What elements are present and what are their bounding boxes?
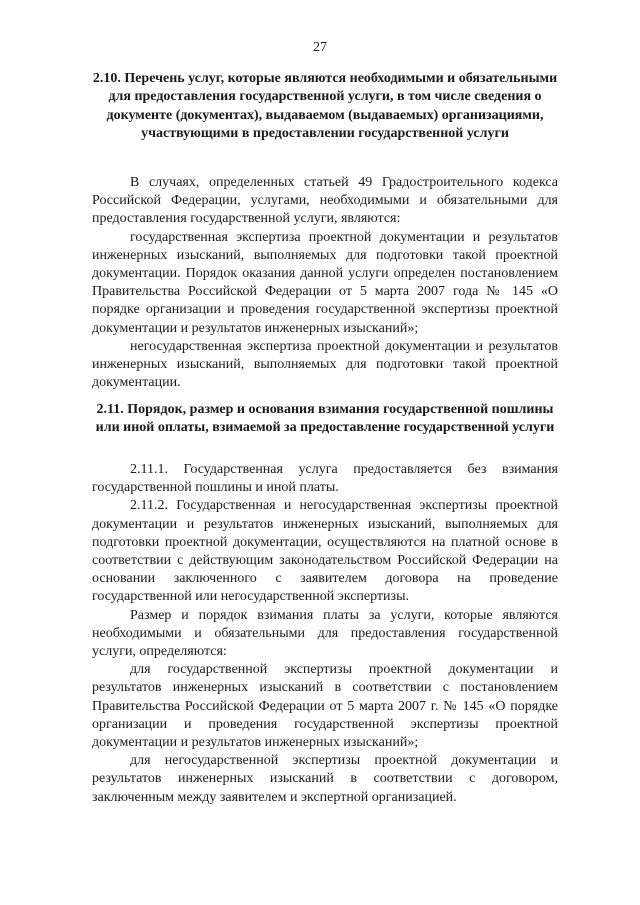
- paragraph: Размер и порядок взимания платы за услуги, которые являются необходимыми и обязательными для предоставления государственной услуги, определяются:: [92, 607, 558, 660]
- section-2-10-heading: 2.10. Перечень услуг, которые являются необходимыми и обязательными для предоставления государственной услуги, в том числе сведения о документе (документах), выдаваемом (выдаваемых) организациями, участвующими в предоставлении государственной услуги: [92, 71, 558, 141]
- section-2-10-body: [92, 174, 558, 392]
- paragraph: государственная экспертиза проектной документации и результатов инженерных изысканий, выполняемых для подготовки такой проектной документации. Порядок оказания данной услуги определен постановлением Правительства Российской Федерации от 5 марта 2007 года № 145 «О порядке организации и проведения государственной экспертизы проектной документации и результатов инженерных изысканий»;: [92, 229, 558, 336]
- section-2-11-body: [92, 461, 558, 807]
- paragraph: для негосударственной экспертизы проектной документации и результатов инженерных изысканий в соответствии с договором, заключенным между заявителем и экспертной организацией.: [92, 753, 558, 805]
- paragraph: 2.11.2. Государственная и негосударственная экспертизы проектной документации и результатов инженерных изысканий, выполняемых для подготовки проектной документации, осуществляются на платной основе в соответствии с действующим законодательством Российской Федерации на основании заключенного с заявителем договора на проведение государственной или негосударственной экспертизы.: [92, 498, 558, 605]
- paragraph: для государственной экспертизы проектной документации и результатов инженерных изысканий в соответствии с постановлением Правительства Российской Федерации от 5 марта 2007 г. № 145 «О порядке организации и проведения государственной экспертизы проектной документации и результатов инженерных изысканий»;: [92, 662, 558, 751]
- paragraph: 2.11.1. Государственная услуга предоставляется без взимания государственной пошлины и иной платы.: [92, 462, 558, 496]
- paragraph: негосударственная экспертиза проектной документации и результатов инженерных изысканий, выполняемых для подготовки такой проектной документации.: [92, 338, 558, 391]
- section-2-11-heading: 2.11. Порядок, размер и основания взимания государственной пошлины или иной оплаты, взимаемой за предоставление государственной услуги: [95, 402, 555, 436]
- page-number: 27: [313, 40, 327, 55]
- paragraph: В случаях, определенных статьей 49 Градостроительного кодекса Российской Федерации, услугами, необходимыми и обязательными для предоставления государственной услуги, являются:: [92, 175, 558, 227]
